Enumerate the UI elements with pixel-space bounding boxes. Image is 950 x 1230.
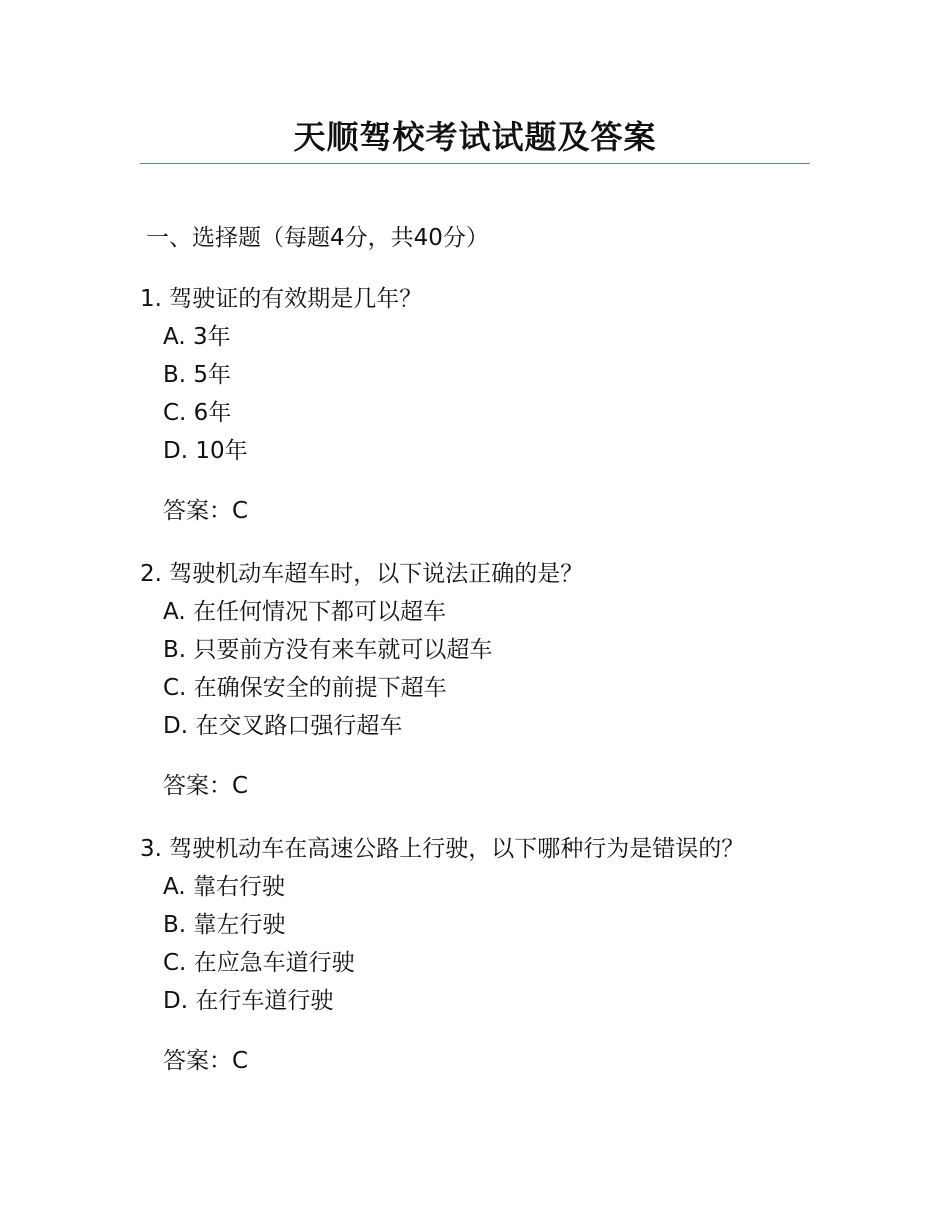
question-text: 3. 驾驶机动车在高速公路上行驶，以下哪种行为是错误的？ (140, 836, 745, 862)
question-text: 2. 驾驶机动车超车时，以下说法正确的是？ (140, 561, 584, 587)
answer: 答案：C (163, 773, 249, 799)
option-a: A. 3年 (163, 324, 231, 350)
question-3 (140, 830, 820, 1080)
answer: 答案：C (163, 1048, 249, 1074)
option-a: A. 在任何情况下都可以超车 (163, 599, 446, 625)
question-1 (140, 280, 820, 530)
question-text: 1. 驾驶证的有效期是几年？ (140, 286, 423, 312)
title-underline (140, 163, 810, 164)
option-list (140, 318, 820, 470)
document-title: 天顺驾校考试试题及答案 (293, 118, 657, 156)
option-list (140, 593, 820, 745)
question-2 (140, 555, 820, 805)
option-c: C. 在应急车道行驶 (163, 950, 355, 976)
option-b: B. 5年 (163, 362, 232, 388)
option-b: B. 靠左行驶 (163, 912, 286, 938)
option-d: D. 10年 (163, 438, 248, 464)
option-list (140, 868, 820, 1020)
option-c: C. 在确保安全的前提下超车 (163, 675, 447, 701)
answer: 答案：C (163, 498, 249, 524)
option-d: D. 在交叉路口强行超车 (163, 713, 403, 739)
option-d: D. 在行车道行驶 (163, 988, 334, 1014)
option-b: B. 只要前方没有来车就可以超车 (163, 637, 493, 663)
option-c: C. 6年 (163, 400, 232, 426)
option-a: A. 靠右行驶 (163, 874, 285, 900)
section-heading: 一、选择题（每题4分，共40分） (146, 225, 489, 251)
